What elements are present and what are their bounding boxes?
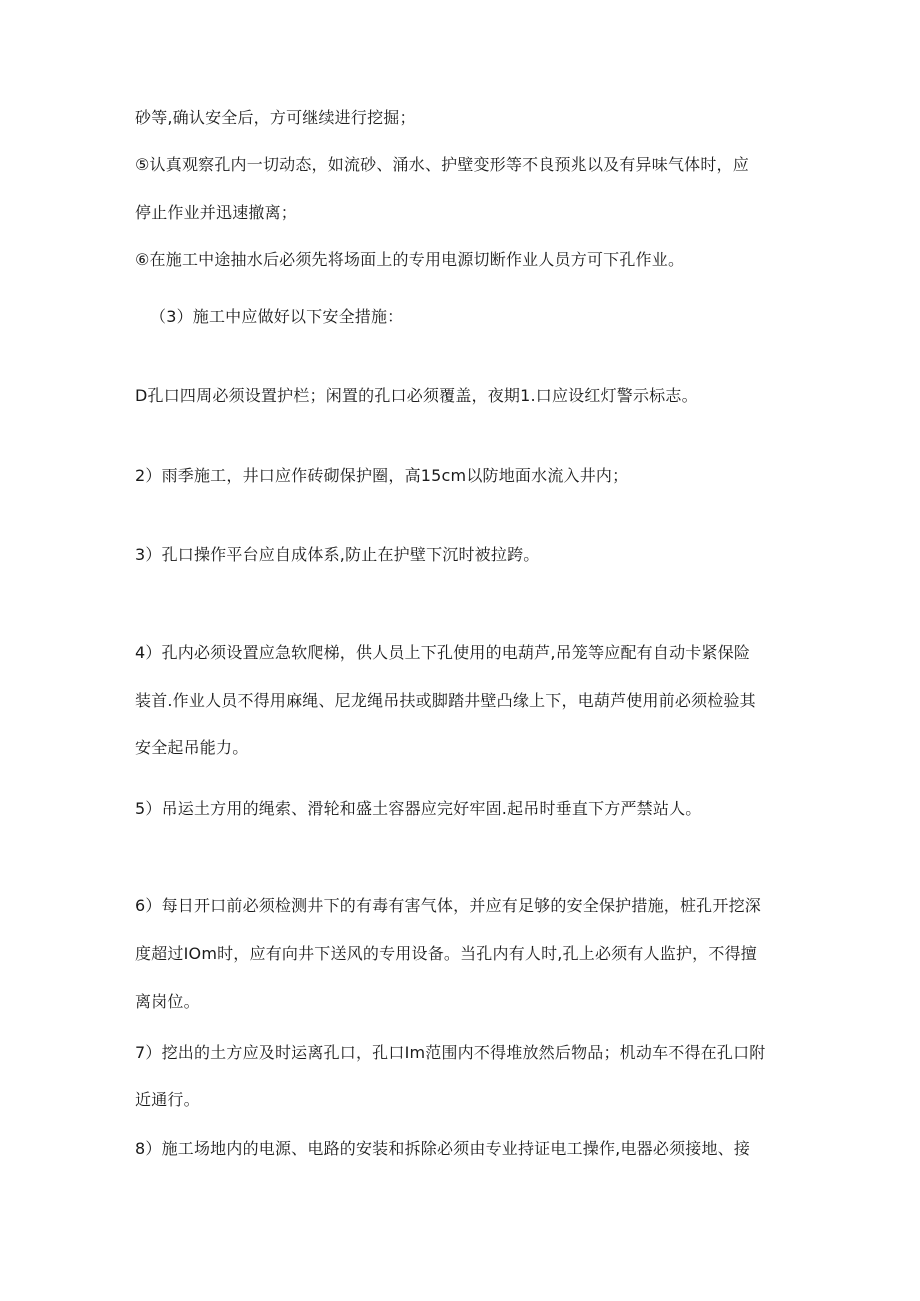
text-line-2: ⑤认真观察孔内一切动态，如流砂、涌水、护壁变形等不良预兆以及有异味气体时，应 [135,155,749,174]
text-line-1: 砂等,确认安全后，方可继续进行挖掘； [135,108,416,127]
section-heading-3: （3）施工中应做好以下安全措施： [150,307,404,326]
measure-4-line-2: 装首.作业人员不得用麻绳、尼龙绳吊扶或脚踏井壁凸缘上下，电葫芦使用前必须检验其 [135,691,756,710]
text-line-4: ⑥在施工中途抽水后必须先将场面上的专用电源切断作业人员方可下孔作业。 [135,250,685,269]
measure-5: 5）吊运土方用的绳索、滑轮和盛土容器应完好牢固.起吊时垂直下方严禁站人。 [135,799,702,818]
measure-8-line-1: 8）施工场地内的电源、电路的安装和拆除必须由专业持证电工操作,电器必须接地、接 [135,1139,751,1158]
measure-3: 3）孔口操作平台应自成体系,防止在护壁下沉时被拉跨。 [135,545,540,564]
measure-7-line-2: 近通行。 [135,1090,200,1109]
measure-4-line-1: 4）孔内必须设置应急软爬梯，供人员上下孔使用的电葫芦,吊笼等应配有自动卡紧保险 [135,643,751,662]
measure-1: D孔口四周必须设置护栏；闲置的孔口必须覆盖，夜期1.口应设红灯警示标志。 [135,386,698,405]
measure-6-line-2: 度超过IOm时，应有向井下送风的专用设备。当孔内有人时,孔上必须有人监护，不得擅 [135,944,757,963]
measure-6-line-1: 6）每日开口前必须检测井下的有毒有害气体，并应有足够的安全保护措施，桩孔开挖深 [135,896,761,915]
text-line-3: 停止作业并迅速撤离； [135,203,298,222]
measure-6-line-3: 离岗位。 [135,992,200,1011]
measure-4-line-3: 安全起吊能力。 [135,738,249,757]
measure-7-line-1: 7）挖出的土方应及时运离孔口，孔口Im范围内不得堆放然后物品；机动车不得在孔口附 [135,1043,766,1062]
measure-2: 2）雨季施工，井口应作砖砌保护圈，高15cm以防地面水流入井内； [135,466,629,485]
